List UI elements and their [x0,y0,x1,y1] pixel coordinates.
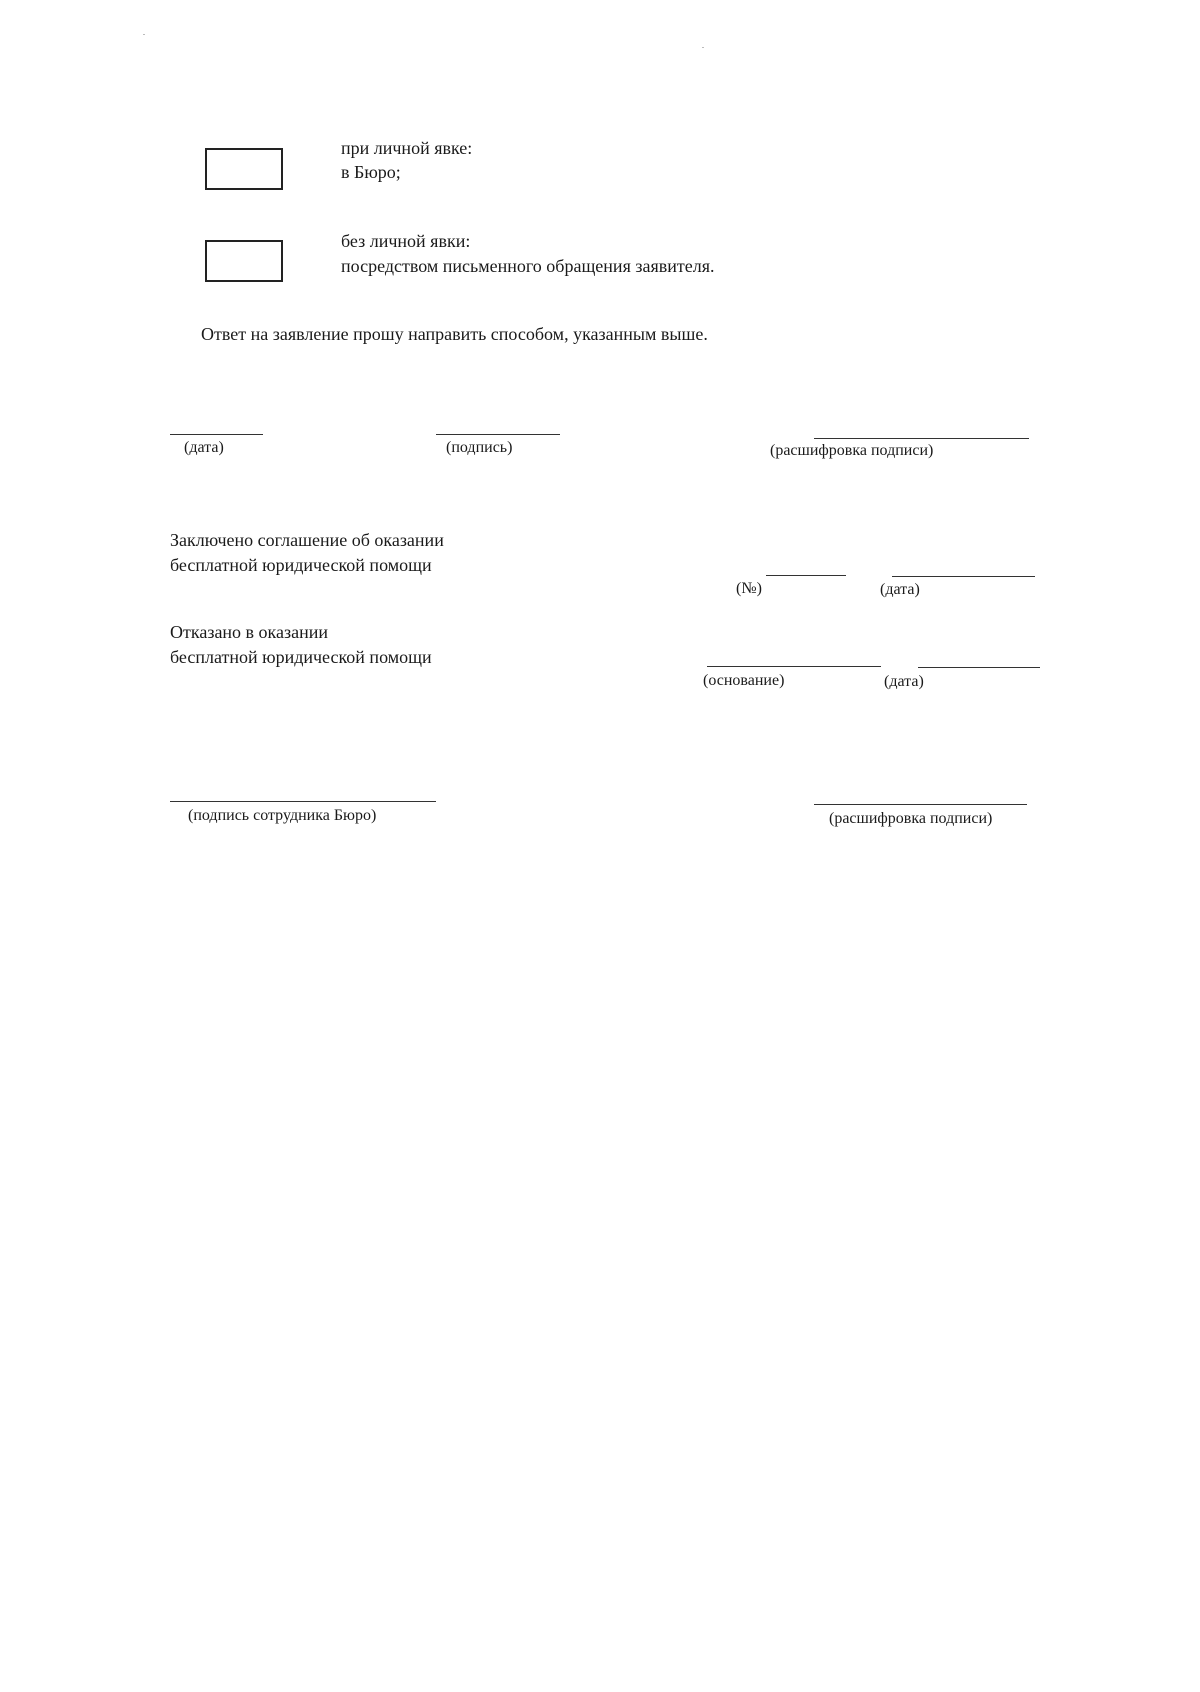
personal-visit-detail: в Бюро; [341,162,401,182]
agreement-date-line[interactable] [892,576,1035,577]
agreement-number-line[interactable] [766,575,846,576]
agreement-date-caption: (дата) [880,581,920,598]
staff-decoding-line[interactable] [814,804,1027,805]
refusal-label-line1: Отказано в оказании [170,622,329,642]
refusal-label-line2: бесплатной юридической помощи [170,647,432,667]
refusal-basis-line[interactable] [707,666,881,667]
written-request-detail: посредством письменного обращения заявителя. [341,256,715,276]
personal-visit-label: при личной явке: [341,138,473,158]
applicant-decoding-caption: (расшифровка подписи) [770,442,934,459]
refusal-date-caption: (дата) [884,673,924,690]
agreement-label-line1: Заключено соглашение об оказании [170,530,444,550]
applicant-date-caption: (дата) [184,439,224,456]
scan-speck [143,34,145,35]
personal-visit-checkbox[interactable] [205,148,283,190]
applicant-decoding-line[interactable] [814,438,1029,439]
applicant-signature-caption: (подпись) [446,439,513,456]
staff-signature-line[interactable] [170,801,436,802]
agreement-label-line2: бесплатной юридической помощи [170,555,432,575]
applicant-signature-line[interactable] [436,434,560,435]
staff-decoding-caption: (расшифровка подписи) [829,810,993,827]
refusal-date-line[interactable] [918,667,1040,668]
agreement-number-caption: (№) [736,580,762,597]
written-request-label: без личной явки: [341,231,471,251]
refusal-basis-caption: (основание) [703,672,785,689]
response-request-text: Ответ на заявление прошу направить способом, указанным выше. [201,324,708,344]
staff-signature-caption: (подпись сотрудника Бюро) [188,807,377,824]
written-request-checkbox[interactable] [205,240,283,282]
applicant-date-line[interactable] [170,434,263,435]
scan-speck [702,47,704,48]
